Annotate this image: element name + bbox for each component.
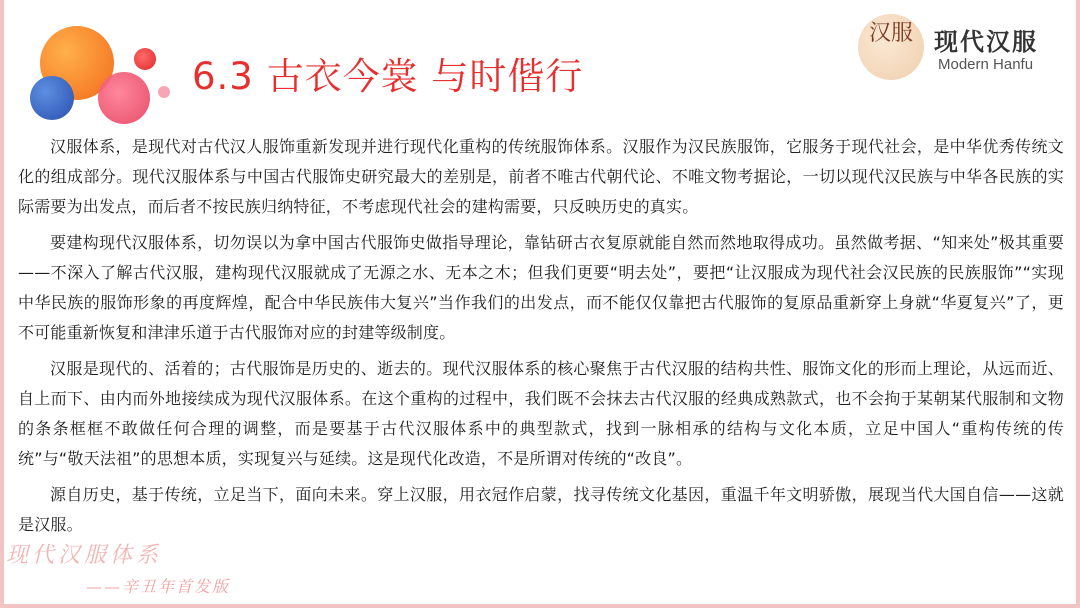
blue-circle-decoration [30,76,74,120]
paragraph-3: 汉服是现代的、活着的；古代服饰是历史的、逝去的。现代汉服体系的核心聚焦于古代汉服的结构共性、服饰文化的形而上理论，从远而近、自上而下、由内而外地接续成为现代汉服体系。在这个重构的过程中，我们既不会抹去古代汉服的经典成熟款式，也不会拘于某朝某代服制和文物的条条框框不敢做任何合理的调整，而是要基于古代汉服体系中的典型款式，找到一脉相承的结构与文化本质，立足中国人“重构传统的传统”与“敬天法祖”的思想本质，实现复兴与延续。这是现代化改造，不是所谓对传统的“改良”。 [18,359,1064,468]
left-border-decoration [0,0,4,608]
bottom-border-decoration [0,604,1080,608]
slide-title: 6.3 古衣今裳 与时偕行 [192,55,584,98]
seal-icon [858,14,924,80]
paragraph-1: 汉服体系，是现代对古代汉人服饰重新发现并进行现代化重构的传统服饰体系。汉服作为汉民族服饰，它服务于现代社会，是中华优秀传统文化的组成部分。现代汉服体系与中国古代服饰史研究最大的差别是，前者不唯古代朝代论、不唯文物考据论，一切以现代汉民族与中华各民族的实际需要为出发点，而后者不按民族归纳特征，不考虑现代社会的建构需要，只反映历史的真实。 [18,137,1064,216]
right-border-decoration [1076,0,1080,608]
modern-hanfu-logo [858,14,1070,82]
watermark-text: 现代汉服体系 [6,543,163,568]
logo-name: 现代汉服 [934,28,1038,56]
body-text [18,132,1064,546]
red-dot-decoration [134,48,156,70]
signature-text: ——辛丑年首发版 [86,577,231,596]
pink-dot-decoration [158,86,170,98]
seal-text: 汉服 [868,21,913,46]
logo-subtitle: Modern Hanfu [938,56,1034,73]
pink-circle-decoration [98,72,150,124]
paragraph-4: 源自历史，基于传统，立足当下，面向未来。穿上汉服，用衣冠作启蒙，找寻传统文化基因，重温千年文明骄傲，展现当代大国自信——这就是汉服。 [18,485,1064,534]
paragraph-2: 要建构现代汉服体系，切勿误以为拿中国古代服饰史做指导理论，靠钻研古衣复原就能自然而然地取得成功。虽然做考据、“知来处”极其重要——不深入了解古代汉服，建构现代汉服就成了无源之水、无本之木；但我们更要“明去处”，要把“让汉服成为现代社会汉民族的民族服饰”“实现中华民族的服饰形象的再度辉煌，配合中华民族伟大复兴”当作我们的出发点，而不能仅仅靠把古代服饰的复原品重新穿上身就“华夏复兴”了，更不可能重新恢复和津津乐道于古代服饰对应的封建等级制度。 [18,233,1064,342]
